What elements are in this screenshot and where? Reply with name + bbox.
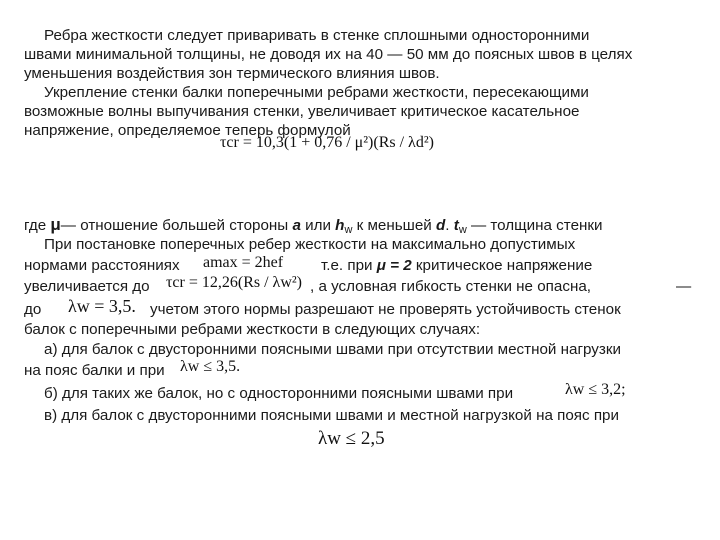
formula-amax: amax = 2hef <box>203 254 284 271</box>
subscript: w <box>458 224 467 236</box>
paragraph-line-14: на пояс балки и при <box>24 362 165 379</box>
paragraph-line-11-cont: учетом этого нормы разрешают не проверять устойчивость стенок <box>150 301 621 318</box>
paragraph-line-5: возможные волны выпучивания стенки, увеличивает критическое касательное <box>24 103 580 120</box>
paragraph-line-8: При постановке поперечных ребер жесткости на максимально допустимых <box>44 236 576 253</box>
paragraph-line-10-cont: , а условная гибкость стенки не опасна, <box>310 278 591 295</box>
text-segment: т.е. при <box>321 257 377 274</box>
var-h: h <box>335 217 345 234</box>
text-segment: к меньшей <box>352 217 437 234</box>
text-segment: — толщина стенки <box>466 217 603 234</box>
paragraph-line-3: уменьшения воздействия зон термического влияния швов. <box>24 65 440 82</box>
formula-lambda-w-le-2-5: λw ≤ 2,5 <box>318 428 385 449</box>
mu-equals-2: μ = 2 <box>376 257 412 274</box>
paragraph-line-13: а) для балок с двусторонними поясными швами при отсутствии местной нагрузки <box>44 341 621 358</box>
paragraph-line-1: Ребра жесткости следует приваривать в стенке сплошными односторонними <box>44 27 590 44</box>
formula-text: τcr = 10,3(1 + 0,76 / μ²)(Rs / λd²) <box>220 134 434 151</box>
paragraph-line-9 <box>24 256 180 275</box>
text-segment: — отношение большей стороны <box>60 217 293 234</box>
subscript: w <box>344 224 353 236</box>
dash: — <box>676 278 692 295</box>
var-t: t <box>453 217 459 234</box>
paragraph-line-16: в) для балок с двусторонними поясными швами и местной нагрузкой на пояс при <box>44 407 619 424</box>
paragraph-line-2: швами минимальной толщины, не доводя их на 40 — 50 мм до поясных швов в целях <box>24 46 633 63</box>
var-a: a <box>292 217 301 234</box>
formula-tau-cr-2: τcr = 12,26(Rs / λw²) <box>166 274 302 291</box>
mu-symbol: μ <box>50 215 61 234</box>
formula-lambda-w-le-3-5: λw ≤ 3,5. <box>180 358 241 375</box>
text-segment: или <box>300 217 336 234</box>
paragraph-line-10: увеличивается до <box>24 278 150 295</box>
formula-tau-cr <box>220 134 434 152</box>
text-segment: . <box>445 217 454 234</box>
text-segment: критическое напряжение <box>411 257 593 274</box>
paragraph-line-6: напряжение, определяемое теперь формулой <box>24 122 351 139</box>
paragraph-line-4: Укрепление стенки балки поперечными ребрами жесткости, пересекающими <box>44 84 589 101</box>
paragraph-line-11: до <box>24 301 42 318</box>
paragraph-line-9-cont <box>321 256 592 275</box>
var-d: d <box>436 217 446 234</box>
formula-lambda-w-3-5: λw = 3,5. <box>68 296 136 316</box>
text-segment: нормами расстояниях <box>24 257 180 274</box>
formula-lambda-w-le-3-2: λw ≤ 3,2; <box>565 381 626 398</box>
paragraph-line-12: балок с поперечными ребрами жесткости в следующих случаях: <box>24 321 481 338</box>
paragraph-line-15: б) для таких же балок, но с односторонними поясными швами при <box>44 385 514 402</box>
text-segment: где <box>24 217 51 234</box>
